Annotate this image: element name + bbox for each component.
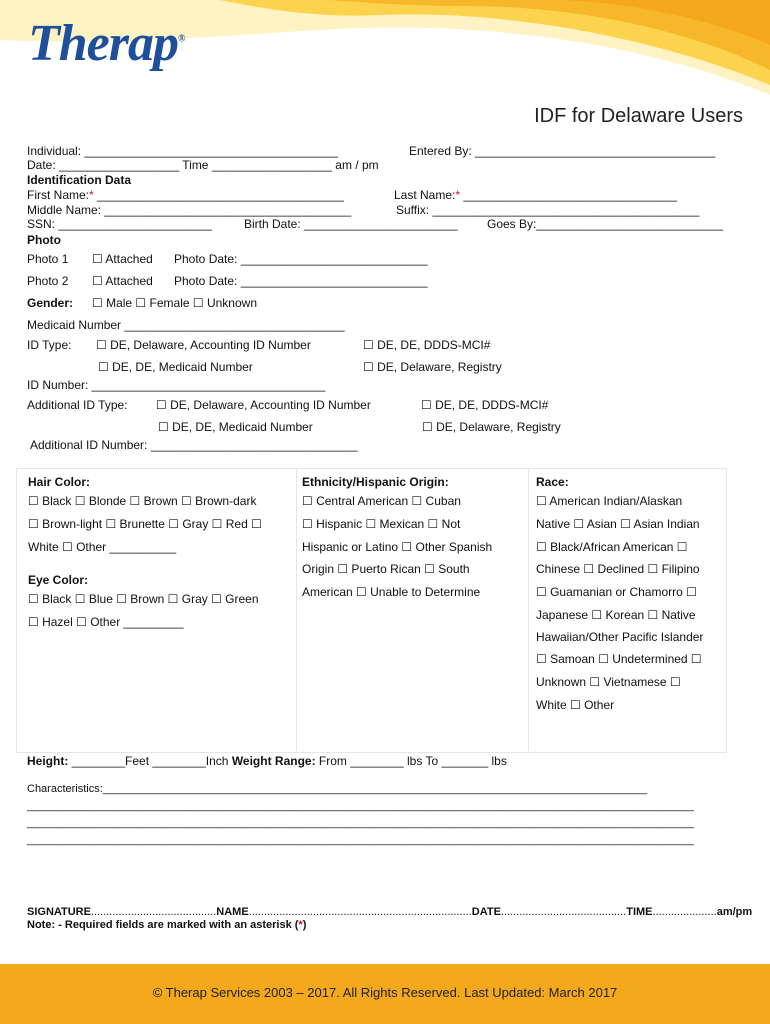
birth-date-field[interactable]: Birth Date: _______________________: [244, 217, 458, 231]
first-name-line: _____________________________________: [97, 188, 344, 202]
signature-label: SIGNATURE: [27, 906, 91, 918]
name-label: NAME: [216, 906, 249, 918]
identification-heading: Identification Data: [27, 173, 132, 187]
hair-color-options-2[interactable]: ☐ Brown-light ☐ Brunette ☐ Gray ☐ Red ☐: [28, 517, 262, 531]
additional-id-type-label: Additional ID Type:: [27, 398, 128, 412]
required-asterisk: *: [455, 188, 461, 202]
id-type-accounting-checkbox[interactable]: ☐ DE, Delaware, Accounting ID Number: [96, 338, 311, 352]
race-options-7: Hawaiian/Other Pacific Islander: [536, 630, 704, 644]
id-type-label: ID Type:: [27, 338, 72, 352]
id-type-ddds-mci-checkbox[interactable]: ☐ DE, DE, DDDS-MCI#: [363, 338, 491, 352]
eye-color-options-2[interactable]: ☐ Hazel ☐ Other _________: [28, 615, 184, 629]
gender-label: Gender:: [27, 296, 74, 310]
last-name-field[interactable]: [394, 188, 677, 202]
first-name-field[interactable]: [27, 188, 344, 202]
gender-checkboxes[interactable]: ☐ Male ☐ Female ☐ Unknown: [92, 296, 257, 310]
race-options-3[interactable]: ☐ Black/African American ☐: [536, 540, 688, 554]
additional-id-registry-checkbox[interactable]: ☐ DE, Delaware, Registry: [422, 420, 561, 434]
middle-name-field[interactable]: Middle Name: _____________________________________: [27, 203, 352, 217]
note-close: ): [302, 919, 307, 931]
eye-color-options-1[interactable]: ☐ Black ☐ Blue ☐ Brown ☐ Gray ☐ Green: [28, 592, 259, 606]
id-type-registry-checkbox[interactable]: ☐ DE, Delaware, Registry: [363, 360, 502, 374]
photo2-attached-checkbox[interactable]: ☐ Attached: [92, 274, 153, 288]
last-name-line: ________________________________: [463, 188, 677, 202]
characteristics-line[interactable]: _____________________________________________________________________________________________________________: [27, 800, 694, 812]
additional-id-accounting-checkbox[interactable]: ☐ DE, Delaware, Accounting ID Number: [156, 398, 371, 412]
form-title: IDF for Delaware Users: [534, 105, 743, 127]
race-options-10[interactable]: White ☐ Other: [536, 698, 615, 712]
id-number-field[interactable]: ID Number: ___________________________________: [27, 378, 326, 392]
therap-logo: Therap®: [28, 15, 185, 72]
photo1-attached-checkbox[interactable]: ☐ Attached: [92, 252, 153, 266]
weight-label: Weight Range:: [231, 754, 316, 768]
note-text: Note: - Required fields are marked with an asterisk (: [27, 919, 299, 931]
column-divider: [296, 468, 297, 751]
race-label: Race:: [536, 475, 569, 489]
photo-heading: Photo: [27, 233, 61, 247]
photo1-date-field[interactable]: Photo Date: ____________________________: [174, 252, 428, 266]
suffix-field[interactable]: Suffix: ________________________________________: [396, 203, 700, 217]
individual-field[interactable]: Individual: ______________________________________: [27, 144, 338, 158]
photo1-label: Photo 1: [27, 252, 69, 266]
ethnicity-options-5[interactable]: American ☐ Unable to Determine: [302, 585, 481, 599]
required-note: [27, 919, 306, 931]
column-divider: [528, 468, 529, 751]
characteristics-line[interactable]: _____________________________________________________________________________________________________________: [27, 817, 694, 829]
characteristics-line[interactable]: _____________________________________________________________________________________________________________: [27, 834, 694, 846]
additional-id-ddds-mci-checkbox[interactable]: ☐ DE, DE, DDDS-MCI#: [421, 398, 549, 412]
hair-color-options-1[interactable]: ☐ Black ☐ Blonde ☐ Brown ☐ Brown-dark: [28, 494, 257, 508]
hair-color-options-3[interactable]: White ☐ Other __________: [28, 540, 177, 554]
entered-by-field[interactable]: Entered By: ____________________________________: [409, 144, 716, 158]
ethnicity-options-2[interactable]: ☐ Hispanic ☐ Mexican ☐ Not: [302, 517, 461, 531]
time-dots[interactable]: .....................: [652, 906, 717, 918]
medicaid-number-field[interactable]: Medicaid Number _________________________________: [27, 318, 345, 332]
signature-row[interactable]: [27, 906, 752, 918]
photo2-label: Photo 2: [27, 274, 69, 288]
goes-by-field[interactable]: Goes By:____________________________: [487, 217, 724, 231]
required-asterisk: *: [89, 188, 94, 202]
date-label: DATE: [471, 906, 501, 918]
height-weight-row[interactable]: [27, 754, 507, 768]
copyright-text: © Therap Services 2003 – 2017. All Rights Reserved. Last Updated: March 2017: [152, 985, 618, 1000]
height-fields[interactable]: ________Feet ________Inch: [68, 754, 232, 768]
hair-color-label: Hair Color:: [28, 475, 91, 489]
characteristics-field[interactable]: Characteristics:_________________________________________________________________________________________: [27, 783, 648, 795]
race-options-1[interactable]: ☐ American Indian/Alaskan: [536, 494, 683, 508]
id-type-medicaid-checkbox[interactable]: ☐ DE, DE, Medicaid Number: [98, 360, 253, 374]
first-name-label: First Name:: [27, 188, 90, 202]
race-options-6[interactable]: Japanese ☐ Korean ☐ Native: [536, 608, 696, 622]
additional-id-number-field[interactable]: Additional ID Number: _______________________________: [30, 438, 358, 452]
race-options-5[interactable]: ☐ Guamanian or Chamorro ☐: [536, 585, 697, 599]
note-asterisk: *: [298, 919, 303, 931]
photo2-date-field[interactable]: Photo Date: ____________________________: [174, 274, 428, 288]
signature-dots[interactable]: .........................................: [90, 906, 217, 918]
name-dots[interactable]: .........................................................................: [248, 906, 472, 918]
race-options-9[interactable]: Unknown ☐ Vietnamese ☐: [536, 675, 681, 689]
race-options-2[interactable]: Native ☐ Asian ☐ Asian Indian: [536, 517, 700, 531]
weight-fields[interactable]: From ________ lbs To _______ lbs: [315, 754, 507, 768]
ethnicity-label: Ethnicity/Hispanic Origin:: [302, 475, 449, 489]
height-label: Height:: [27, 754, 69, 768]
ethnicity-options-3[interactable]: Hispanic or Latino ☐ Other Spanish: [302, 540, 493, 554]
race-options-8[interactable]: ☐ Samoan ☐ Undetermined ☐: [536, 652, 702, 666]
ssn-field[interactable]: SSN: _______________________: [27, 217, 212, 231]
eye-color-label: Eye Color:: [28, 573, 89, 587]
date-dots[interactable]: .........................................: [500, 906, 627, 918]
race-options-4[interactable]: Chinese ☐ Declined ☐ Filipino: [536, 562, 700, 576]
last-name-label: Last Name:: [394, 188, 456, 202]
ethnicity-options-4[interactable]: Origin ☐ Puerto Rican ☐ South: [302, 562, 470, 576]
ampm-label: am/pm: [716, 906, 753, 918]
date-time-field[interactable]: Date: __________________ Time __________________ am / pm: [27, 158, 379, 172]
additional-id-medicaid-checkbox[interactable]: ☐ DE, DE, Medicaid Number: [158, 420, 313, 434]
ethnicity-options-1[interactable]: ☐ Central American ☐ Cuban: [302, 494, 461, 508]
time-label: TIME: [626, 906, 653, 918]
